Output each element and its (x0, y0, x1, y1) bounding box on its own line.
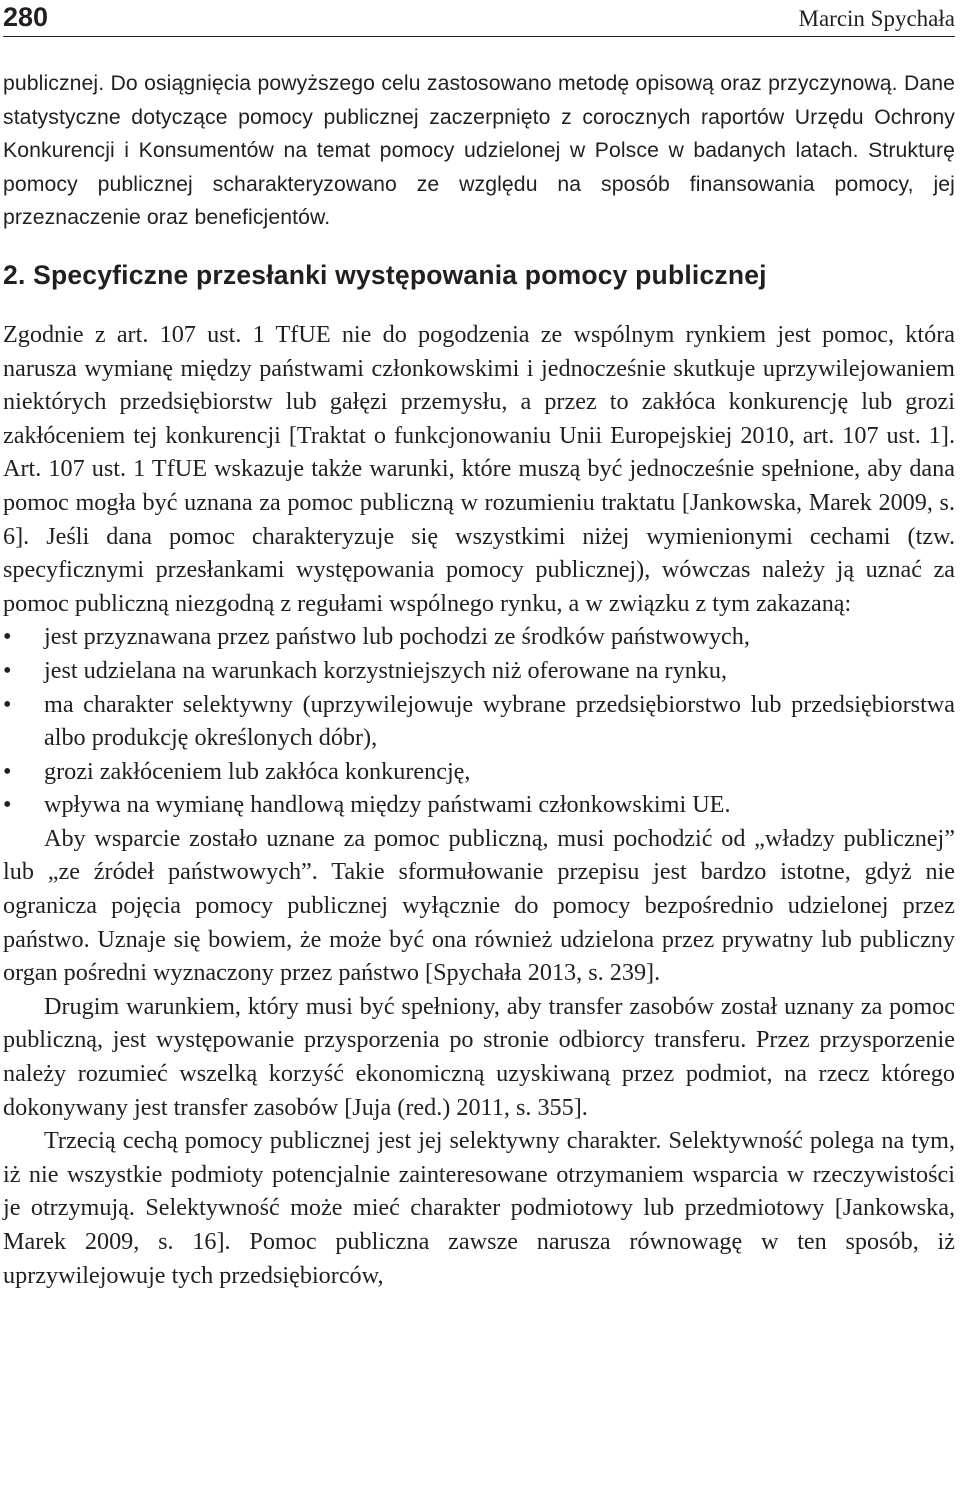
paragraph-public-authority: Aby wsparcie zostało uznane za pomoc publiczną, musi pochodzić od „władzy publicznej” lub „ze źródeł państwowych”. Takie sformułowanie przepisu jest bardzo istotne, gdyż nie ogranicza pojęcia pomocy publicznej wyłącznie do pomocy bezpośrednio udzielonej przez państwo. Uznaje się bowiem, że może być ona również udzielona przez prywatny lub publiczny organ pośredni wyznaczony przez państwo [Spychała 2013, s. 239]. (3, 824, 955, 987)
paragraph-selectivity: Trzecią cechą pomocy publicznej jest jej selektywny charakter. Selektywność polega na tym, iż nie wszystkie podmioty potencjalnie zainteresowane otrzymaniem wsparcia w rzeczywistości je otrzymują. Selektywność może mieć charakter podmiotowy lub przedmiotowy [Jankowska, Marek 2009, s. 16]. Pomoc publiczna zawsze narusza równowagę w ten sposób, iż uprzywilejowuje tych przedsiębiorców, (3, 1127, 955, 1289)
section-heading: 2. Specyficzne przesłanki występowania pomocy publicznej (3, 259, 767, 290)
bullet-icon: • (3, 757, 12, 785)
intro-paragraph: publicznej. Do osiągnięcia powyższego celu zastosowano metodę opisową oraz przyczynową. Dane statystyczne dotyczące pomocy publicznej zaczerpnięto z corocznych raportów Urzędu Ochrony Konkurencji i Konsumentów na temat pomocy udzielonej w Polsce w badanych latach. Strukturę pomocy publicznej scharakteryzowano ze względu na sposób finansowania pomocy, jej przeznaczenie oraz beneficjentów. (3, 72, 955, 230)
list-item (3, 654, 955, 688)
list-item (3, 688, 955, 755)
list-item (3, 788, 955, 822)
list-item-text: jest przyznawana przez państwo lub pochodzi ze środków państwowych, (44, 623, 750, 651)
list-item-text: ma charakter selektywny (uprzywilejowuje wybrane przedsiębiorstwo lub przedsiębiorstwa albo produkcję określonych dóbr), (44, 690, 955, 752)
bullet-icon: • (3, 623, 12, 651)
paragraph-second-condition: Drugim warunkiem, który musi być spełniony, aby transfer zasobów został uznany za pomoc publiczną, jest występowanie przysporzenia po stronie odbiorcy transferu. Przez przysporzenie należy rozumieć wszelką korzyść ekonomiczną uzyskiwaną przez podmiot, na rzecz którego dokonywany jest transfer zasobów [Juja (red.) 2011, s. 355]. (3, 992, 955, 1121)
conditions-list (3, 620, 955, 822)
paragraph-article-107: Zgodnie z art. 107 ust. 1 TfUE nie do pogodzenia ze wspólnym rynkiem jest pomoc, która narusza wymianę między państwami członkowskimi i jednocześnie skutkuje uprzywilejowaniem niektórych przedsiębiorstw lub gałęzi przemysłu, a przez to zakłóca konkurencję lub grozi zakłóceniem tej konkurencji [Traktat o funkcjonowaniu Unii Europejskiej 2010, art. 107 ust. 1]. Art. 107 ust. 1 TfUE wskazuje także warunki, które muszą być jednocześnie spełnione, aby dana pomoc mogła być uznana za pomoc publiczną w rozumieniu traktatu [Jankowska, Marek 2009, s. 6]. Jeśli dana pomoc charakteryzuje się wszystkimi niżej wymienionymi cechami (tzw. specyficznymi przesłankami występowania pomocy publicznej), wówczas należy ją uznać za pomoc publiczną niezgodną z regułami wspólnego rynku, a w związku z tym zakazaną: (3, 320, 955, 617)
bullet-icon: • (3, 656, 12, 684)
list-item-text: jest udzielana na warunkach korzystniejszych niż oferowane na rynku, (44, 656, 728, 684)
list-item (3, 755, 955, 789)
running-author: Marcin Spychała (798, 6, 955, 31)
running-header (3, 0, 955, 37)
document-page (3, 0, 955, 1492)
list-item-text: grozi zakłóceniem lub zakłóca konkurencję, (44, 757, 471, 785)
page-number: 280 (3, 2, 49, 32)
bullet-icon: • (3, 690, 12, 718)
list-item-text: wpływa na wymianę handlową między państwami członkowskimi UE. (44, 791, 731, 819)
list-item (3, 620, 955, 654)
section-heading-block (3, 235, 955, 318)
document-body (3, 67, 955, 1292)
bullet-icon: • (3, 791, 12, 819)
